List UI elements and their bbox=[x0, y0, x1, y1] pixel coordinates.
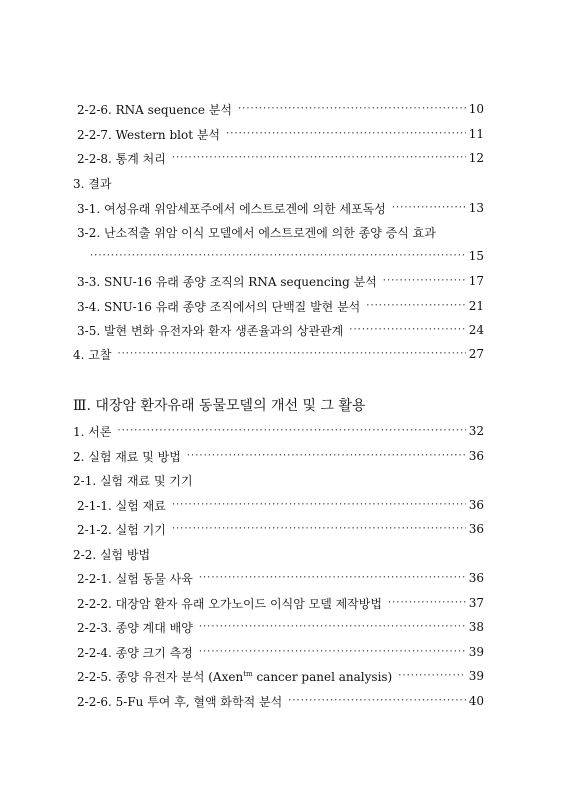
toc-leader-dots bbox=[349, 319, 465, 341]
toc-entry-page: 40 bbox=[468, 694, 484, 708]
toc-entry bbox=[77, 295, 484, 317]
toc-leader-dots bbox=[117, 420, 465, 442]
toc-entry-title-part: 2-2-5. 종양 유전자 분석 (Axen bbox=[77, 669, 244, 684]
toc-entry-page: 27 bbox=[468, 347, 484, 361]
toc-entry-title: 1. 서론 bbox=[73, 424, 112, 439]
toc-entry bbox=[73, 445, 484, 467]
toc-entry-title-part: cancer panel analysis) bbox=[252, 669, 393, 684]
toc-entry-page: 12 bbox=[468, 151, 484, 165]
toc-entry bbox=[77, 319, 484, 341]
toc-entry-title: 3-3. SNU-16 유래 종양 조직의 RNA sequencing 분석 bbox=[77, 274, 377, 289]
toc-section-heading bbox=[73, 543, 150, 565]
toc-leader-dots bbox=[90, 245, 466, 267]
toc-entry-title: 3-2. 난소적출 위암 이식 모델에서 에스트로겐에 의한 종양 증식 효과 bbox=[77, 225, 436, 240]
toc-leader-dots bbox=[238, 98, 466, 120]
toc-entry bbox=[73, 343, 484, 365]
toc-entry bbox=[77, 494, 484, 516]
toc-entry-page: 36 bbox=[468, 498, 484, 512]
toc-entry bbox=[77, 123, 484, 145]
toc-entry-title: 3-4. SNU-16 유래 종양 조직에서의 단백질 발현 분석 bbox=[77, 299, 361, 314]
toc-entry-page: 39 bbox=[468, 669, 484, 683]
toc-entry bbox=[77, 616, 484, 638]
toc-leader-dots bbox=[388, 592, 466, 614]
toc-leader-dots bbox=[366, 295, 465, 317]
toc-entry-page: 36 bbox=[468, 571, 484, 585]
toc-entry-page: 17 bbox=[468, 274, 484, 288]
toc-leader-dots bbox=[172, 147, 466, 169]
toc-leader-dots bbox=[172, 518, 466, 540]
toc-entry-title: 2-2-7. Western blot 분석 bbox=[77, 127, 221, 142]
toc-leader-dots bbox=[392, 197, 466, 219]
toc-entry-page: 38 bbox=[468, 620, 484, 634]
toc-leader-dots bbox=[288, 690, 466, 712]
toc-entry-page: 21 bbox=[468, 299, 484, 313]
toc-entry-title: 2-2-6. 5-Fu 투여 후, 혈액 화학적 분석 bbox=[77, 694, 283, 709]
toc-entry-title: 4. 고찰 bbox=[73, 347, 112, 362]
toc-leader-dots bbox=[172, 494, 466, 516]
toc-entry bbox=[77, 270, 484, 292]
toc-entry-title: 2-2-2. 대장암 환자 유래 오가노이드 이식암 모델 제작방법 bbox=[77, 596, 382, 611]
toc-entry-page: 15 bbox=[468, 249, 484, 263]
toc-entry bbox=[77, 98, 484, 120]
toc-entry-title: 3-5. 발현 변화 유전자와 환자 생존율과의 상관관계 bbox=[77, 323, 344, 338]
toc-entry-title: Ⅲ. 대장암 환자유래 동물모델의 개선 및 그 활용 bbox=[73, 398, 366, 414]
toc-entry bbox=[77, 518, 484, 540]
toc-entry-title: 2-1-1. 실험 재료 bbox=[77, 498, 166, 513]
toc-entry-title: 3-1. 여성유래 위암세포주에서 에스트로겐에 의한 세포독성 bbox=[77, 201, 386, 216]
toc-entry bbox=[77, 592, 484, 614]
toc-leader-dots bbox=[398, 665, 465, 687]
toc-entry-title: 2-2-4. 종양 크기 측정 bbox=[77, 645, 193, 660]
toc-entry-page: 13 bbox=[468, 201, 484, 215]
trademark-superscript: tm bbox=[243, 669, 253, 678]
toc-entry-title: 2-2-3. 종양 계대 배양 bbox=[77, 620, 193, 635]
toc-entry-page: 36 bbox=[468, 522, 484, 536]
toc-entry-title: 2-2-6. RNA sequence 분석 bbox=[77, 102, 232, 117]
toc-entry-page: 39 bbox=[468, 645, 484, 659]
toc-entry-page: 11 bbox=[468, 127, 484, 141]
toc-entry-page: 37 bbox=[468, 596, 484, 610]
toc-entry bbox=[77, 221, 436, 243]
toc-entry bbox=[77, 690, 484, 712]
toc-leader-dots bbox=[199, 616, 466, 638]
toc-entry-continuation bbox=[90, 245, 484, 267]
toc-entry bbox=[77, 197, 484, 219]
toc-entry bbox=[77, 147, 484, 169]
toc-entry-page: 36 bbox=[468, 449, 484, 463]
toc-chapter-heading bbox=[73, 394, 366, 416]
toc-entry-page: 24 bbox=[468, 323, 484, 337]
toc-entry-page: 10 bbox=[468, 102, 484, 116]
toc-leader-dots bbox=[199, 567, 466, 589]
toc-leader-dots bbox=[187, 445, 466, 467]
toc-entry-title: 2-2-8. 통계 처리 bbox=[77, 151, 166, 166]
toc-entry-title: 2-2. 실험 방법 bbox=[73, 547, 151, 562]
toc-leader-dots bbox=[199, 641, 466, 663]
toc-entry-title bbox=[77, 668, 398, 685]
toc-entry bbox=[77, 641, 484, 663]
toc-leader-dots bbox=[117, 343, 465, 365]
toc-leader-dots bbox=[226, 123, 466, 145]
toc-entry-title: 2. 실험 재료 및 방법 bbox=[73, 449, 181, 464]
toc-leader-dots bbox=[383, 270, 466, 292]
toc-entry-title: 2-2-1. 실험 동물 사육 bbox=[77, 571, 193, 586]
toc-section-heading bbox=[73, 172, 111, 194]
toc-entry bbox=[77, 567, 484, 589]
toc-entry-title: 2-1. 실험 재료 및 기기 bbox=[73, 473, 193, 488]
toc-entry-page: 32 bbox=[468, 424, 484, 438]
toc-entry bbox=[77, 665, 484, 687]
toc-section-heading bbox=[73, 469, 193, 491]
toc-entry bbox=[73, 420, 484, 442]
toc-entry-title: 2-1-2. 실험 기기 bbox=[77, 522, 166, 537]
toc-entry-title: 3. 결과 bbox=[73, 176, 112, 191]
